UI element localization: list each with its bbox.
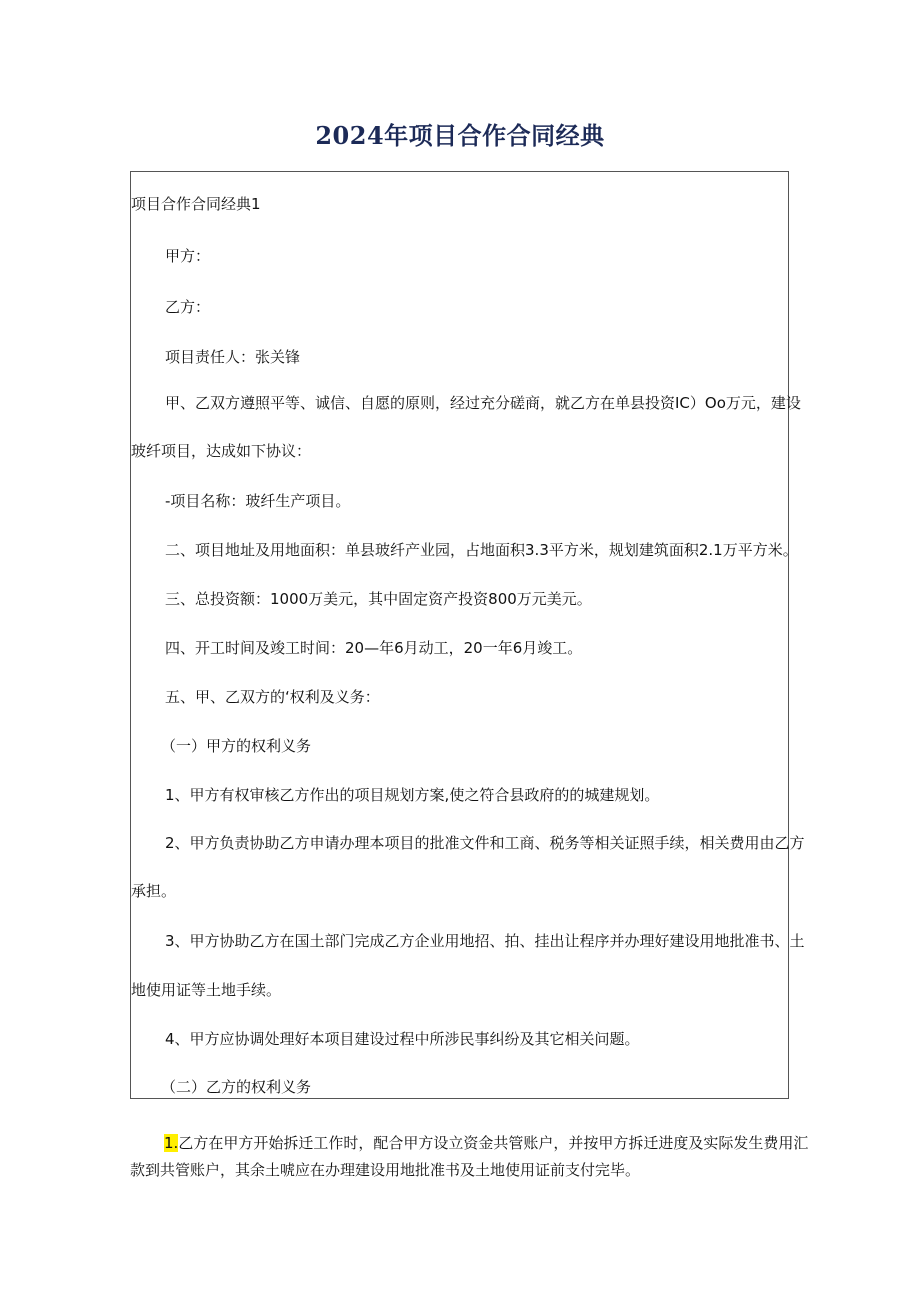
party-a-item-1: 1、甲方有权审核乙方作出的项目规划方案,使之符合县政府的的城建规划。 [165, 786, 660, 804]
party-b-item-1-text: 乙方在甲方开始拆迁工作时，配合甲方设立资金共管账户，并按甲方拆迁进度及实际发生费用汇 [178, 1134, 809, 1152]
subsection-party-a: （一）甲方的权利义务 [161, 737, 312, 755]
party-a-item-3-line-2: 地使用证等土地手续。 [131, 981, 282, 999]
clause-rights-duties: 五、甲、乙双方的‘权利及义务： [165, 688, 380, 706]
clause-schedule: 四、开工时间及竣工时间：20—年6月动工，20一年6月竣工。 [165, 639, 583, 657]
subsection-party-b: （二）乙方的权利义务 [161, 1078, 312, 1096]
clause-project-site: 二、项目地址及用地面积：单县玻纤产业园，占地面积3.3平方米，规划建筑面积2.1万平方米。 [165, 541, 798, 559]
item-number-highlight: 1. [164, 1134, 179, 1152]
party-a-item-3-line-1: 3、甲方协助乙方在国土部门完成乙方企业用地招、拍、挂出让程序并办理好建设用地批准书、土 [165, 932, 805, 950]
party-a-line: 甲方： [165, 247, 211, 265]
section-heading: 项目合作合同经典1 [131, 195, 261, 213]
preamble-line-1: 甲、乙双方遵照平等、诚信、自愿的原则，经过充分磋商，就乙方在单县投资IC）Oo万元，建设 [165, 394, 801, 412]
document-title: 2024年项目合作合同经典 [315, 121, 605, 150]
clause-total-investment: 三、总投资额：1000万美元，其中固定资产投资800万元美元。 [165, 590, 592, 608]
party-b-line: 乙方： [165, 298, 211, 316]
party-a-item-4: 4、甲方应协调处理好本项目建设过程中所涉民事纠纷及其它相关问题。 [165, 1030, 640, 1048]
party-a-item-2-line-1: 2、甲方负责协助乙方申请办理本项目的批准文件和工商、税务等相关证照手续，相关费用由乙方 [165, 834, 805, 852]
party-a-item-2-line-2: 承担。 [131, 882, 177, 900]
party-b-item-1-line-1 [130, 1133, 809, 1153]
party-b-item-1-line-2: 款到共管账户，其余土唬应在办理建设用地批准书及土地使用证前支付完毕。 [130, 1161, 641, 1179]
clause-project-name: -项目名称：玻纤生产项目。 [165, 492, 351, 510]
project-lead-line: 项目责任人：张关锋 [165, 348, 301, 366]
content-box [130, 171, 805, 1099]
preamble-line-2: 玻纤项目，达成如下协议： [131, 442, 312, 460]
